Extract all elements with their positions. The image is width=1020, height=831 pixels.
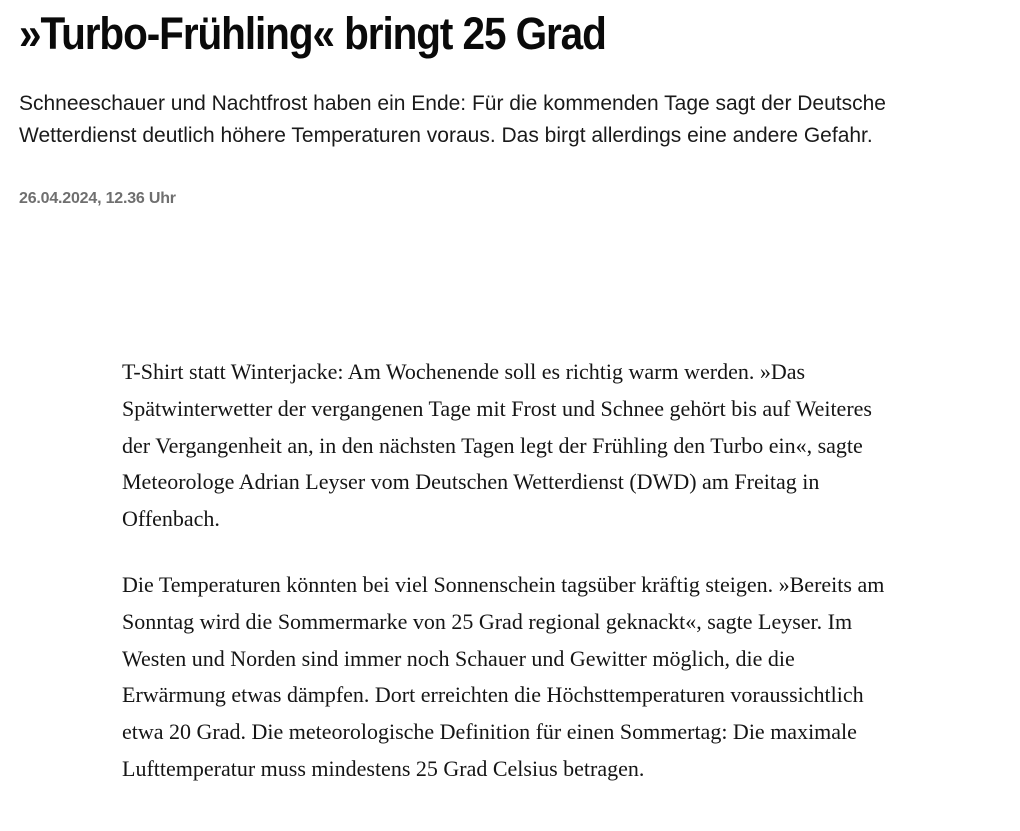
article-paragraph: Die Temperaturen könnten bei viel Sonnenschein tagsüber kräftig steigen. »Bereits am Sonntag wird die Sommermarke von 25 Grad regional geknackt«, sagte Leyser. Im Westen und Norden sind immer noch Schauer und Gewitter möglich, die die Erwärmung etwas dämpfen. Dort erreichten die Höchsttemperaturen voraussichtlich etwa 20 Grad. Die meteorologische Definition für einen Sommertag: Die maximale Lufttemperatur muss mindestens 25 Grad Celsius betragen.: [122, 571, 885, 781]
article-dateline: 26.04.2024, 12.36 Uhr: [19, 190, 176, 207]
article-lead: Schneeschauer und Nachtfrost haben ein Ende: Für die kommenden Tage sagt der Deutsche Wetterdienst deutlich höhere Temperaturen voraus. Das birgt allerdings eine andere Gefahr.: [19, 92, 886, 147]
article-headline: »Turbo-Frühling« bringt 25 Grad: [19, 8, 606, 59]
article-body: [122, 354, 892, 817]
article-paragraph: T-Shirt statt Winterjacke: Am Wochenende soll es richtig warm werden. »Das Spätwinterwetter der vergangenen Tage mit Frost und Schnee gehört bis auf Weiteres der Vergangenheit an, in den nächsten Tagen legt der Frühling den Turbo ein«, sagte Meteorologe Adrian Leyser vom Deutschen Wetterdienst (DWD) am Freitag in Offenbach.: [122, 359, 872, 532]
article-header: [19, 0, 999, 210]
